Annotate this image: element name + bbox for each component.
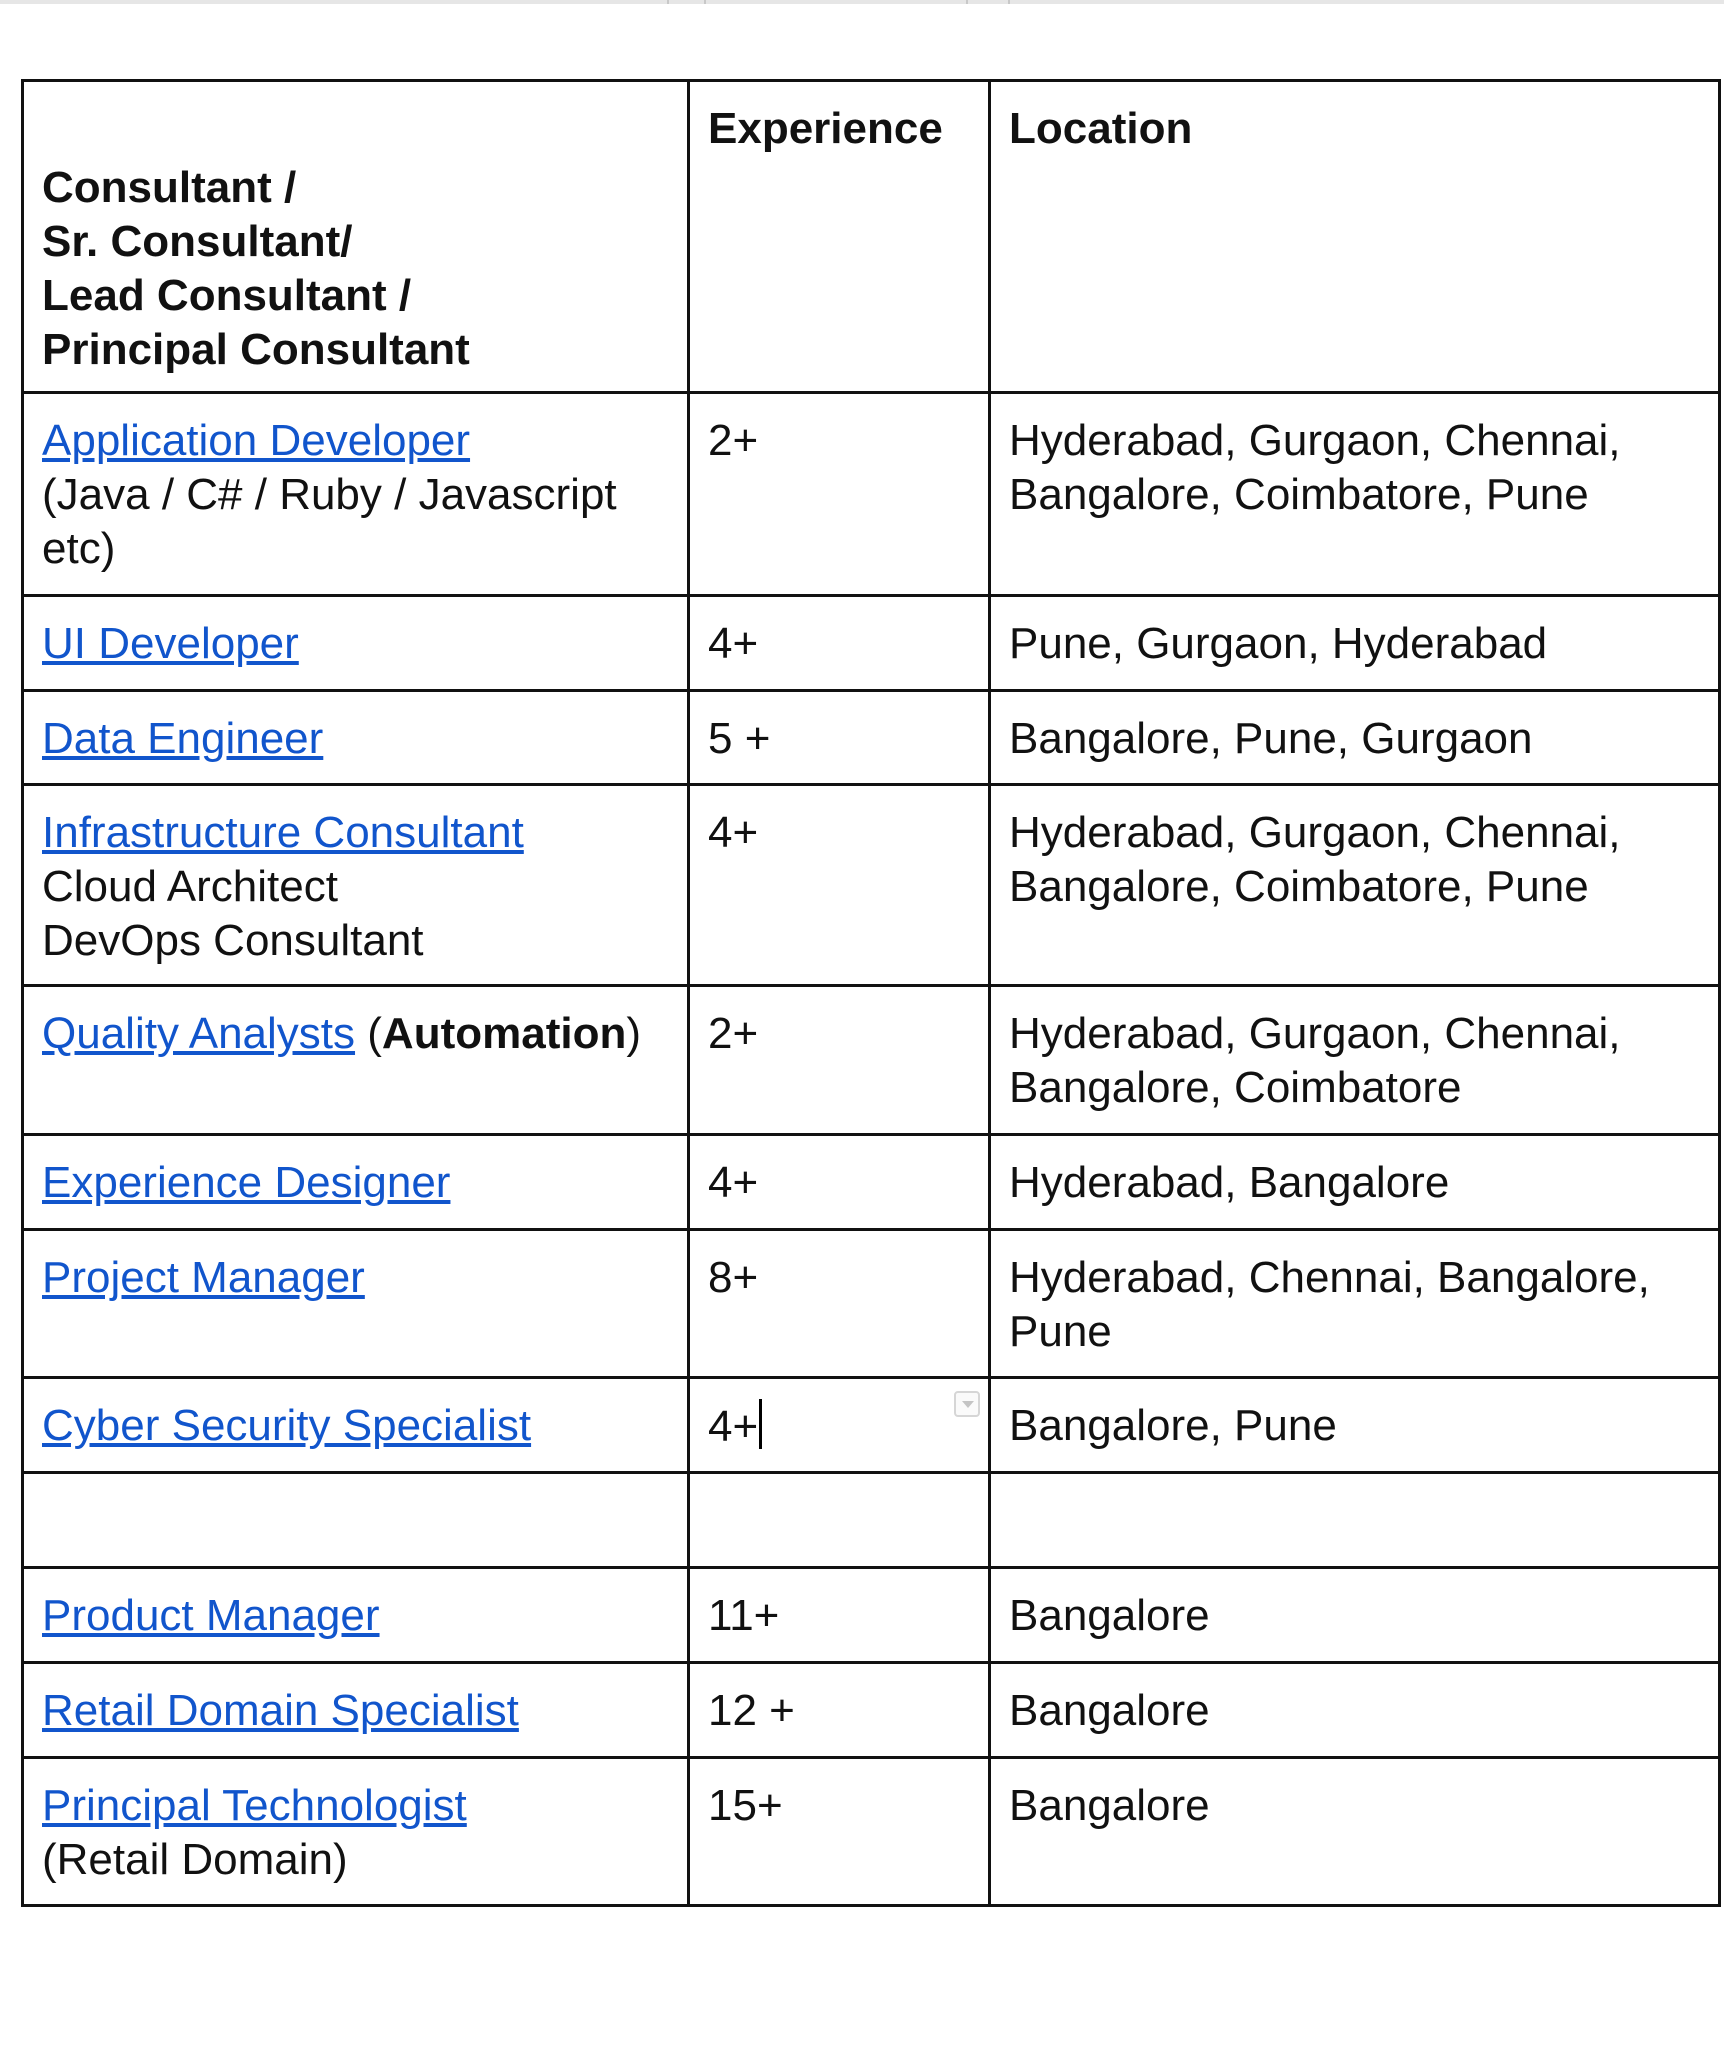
role-cell[interactable]: [23, 1663, 689, 1758]
role-link-ui-developer[interactable]: UI Developer: [42, 619, 299, 668]
location-cell[interactable]: [990, 1758, 1720, 1906]
role-cell[interactable]: [23, 596, 689, 691]
experience-value: 12 +: [708, 1686, 795, 1735]
role-cell[interactable]: [23, 691, 689, 785]
experience-cell[interactable]: [689, 691, 990, 785]
role-link-principal-technologist[interactable]: Principal Technologist: [42, 1781, 467, 1830]
location-cell[interactable]: [990, 1378, 1720, 1473]
location-value: Hyderabad, Gurgaon, Chennai, Bangalore, Coimbatore, Pune: [1009, 416, 1621, 519]
location-cell[interactable]: [990, 1568, 1720, 1663]
table-row: [23, 1663, 1720, 1758]
strip-tick: [966, 0, 968, 4]
table-row: [23, 986, 1720, 1135]
top-border-strip: [0, 0, 1724, 4]
header-role-cell[interactable]: [23, 81, 689, 393]
role-paren-open: (: [355, 1009, 382, 1058]
role-link-experience-designer[interactable]: Experience Designer: [42, 1158, 451, 1207]
experience-value: 4+: [708, 1158, 759, 1207]
experience-value: 15+: [708, 1781, 783, 1830]
table-row: [23, 1758, 1720, 1906]
location-value: Hyderabad, Gurgaon, Chennai, Bangalore, Coimbatore, Pune: [1009, 808, 1621, 911]
location-cell[interactable]: [990, 596, 1720, 691]
location-cell[interactable]: [990, 1663, 1720, 1758]
location-cell[interactable]: [990, 986, 1720, 1135]
role-qualifier: Automation: [381, 1009, 627, 1058]
job-openings-table: [21, 79, 1721, 1907]
text-cursor: [759, 1399, 762, 1449]
location-value: Hyderabad, Chennai, Bangalore, Pune: [1009, 1253, 1650, 1356]
experience-value: 8+: [708, 1253, 759, 1302]
role-detail: Cloud Architect: [42, 862, 338, 911]
location-cell[interactable]: [990, 785, 1720, 986]
location-cell[interactable]: [990, 691, 1720, 785]
experience-value: 2+: [708, 416, 759, 465]
header-experience-label: Experience: [708, 104, 943, 153]
location-value: Hyderabad, Gurgaon, Chennai, Bangalore, Coimbatore: [1009, 1009, 1621, 1112]
experience-value: 2+: [708, 1009, 759, 1058]
role-link-retail-domain-specialist[interactable]: Retail Domain Specialist: [42, 1686, 519, 1735]
role-cell[interactable]: [23, 393, 689, 596]
experience-cell[interactable]: [689, 785, 990, 986]
header-role-line: Lead Consultant /: [42, 271, 412, 320]
role-detail: DevOps Consultant: [42, 916, 424, 965]
experience-cell[interactable]: [689, 596, 990, 691]
header-location-label: Location: [1009, 104, 1193, 153]
role-link-application-developer[interactable]: Application Developer: [42, 416, 471, 465]
experience-value: 4+: [708, 1402, 759, 1451]
role-link-product-manager[interactable]: Product Manager: [42, 1591, 380, 1640]
role-detail: (Java / C# / Ruby / Javascript etc): [42, 470, 617, 573]
experience-cell[interactable]: [689, 1230, 990, 1378]
experience-cell[interactable]: [689, 1568, 990, 1663]
location-cell[interactable]: [990, 393, 1720, 596]
location-value: Pune, Gurgaon, Hyderabad: [1009, 619, 1548, 668]
location-cell[interactable]: [990, 1230, 1720, 1378]
table-row: [23, 1568, 1720, 1663]
role-link-project-manager[interactable]: Project Manager: [42, 1253, 365, 1302]
location-cell[interactable]: [990, 1135, 1720, 1230]
header-row: [23, 81, 1720, 393]
table-row: [23, 691, 1720, 785]
role-detail: (Retail Domain): [42, 1835, 348, 1884]
location-value: Bangalore: [1009, 1686, 1210, 1735]
role-cell[interactable]: [23, 1473, 689, 1568]
location-value: Bangalore: [1009, 1591, 1210, 1640]
experience-cell-active[interactable]: [689, 1378, 990, 1473]
experience-cell[interactable]: [689, 393, 990, 596]
role-cell[interactable]: [23, 1568, 689, 1663]
header-role-line: Consultant /: [42, 163, 297, 212]
role-cell[interactable]: [23, 785, 689, 986]
location-value: Bangalore, Pune, Gurgaon: [1009, 714, 1533, 763]
table-row: [23, 785, 1720, 986]
strip-tick: [667, 0, 669, 4]
header-location-cell[interactable]: [990, 81, 1720, 393]
location-cell[interactable]: [990, 1473, 1720, 1568]
role-paren-close: ): [626, 1009, 641, 1058]
experience-value: 5 +: [708, 714, 771, 763]
role-cell[interactable]: [23, 1758, 689, 1906]
experience-cell[interactable]: [689, 1758, 990, 1906]
experience-value: 4+: [708, 619, 759, 668]
experience-value: 4+: [708, 808, 759, 857]
experience-cell[interactable]: [689, 1473, 990, 1568]
header-experience-cell[interactable]: [689, 81, 990, 393]
role-cell[interactable]: [23, 986, 689, 1135]
table-row: [23, 1230, 1720, 1378]
role-link-infrastructure-consultant[interactable]: Infrastructure Consultant: [42, 808, 524, 857]
header-role-line: Principal Consultant: [42, 325, 470, 374]
experience-cell[interactable]: [689, 1663, 990, 1758]
cell-dropdown-icon[interactable]: [954, 1391, 980, 1417]
table-row: [23, 596, 1720, 691]
table-row: [23, 1135, 1720, 1230]
table-row: [23, 393, 1720, 596]
experience-value: 11+: [708, 1591, 780, 1640]
strip-tick: [704, 0, 706, 4]
experience-cell[interactable]: [689, 1135, 990, 1230]
strip-tick: [1008, 0, 1010, 4]
role-link-quality-analysts[interactable]: Quality Analysts: [42, 1009, 356, 1058]
role-link-data-engineer[interactable]: Data Engineer: [42, 714, 324, 763]
table-row: [23, 1378, 1720, 1473]
role-cell[interactable]: [23, 1135, 689, 1230]
location-value: Hyderabad, Bangalore: [1009, 1158, 1450, 1207]
role-cell[interactable]: [23, 1230, 689, 1378]
empty-row: [23, 1473, 1720, 1568]
location-value: Bangalore, Pune: [1009, 1401, 1337, 1450]
location-value: Bangalore: [1009, 1781, 1210, 1830]
role-link-cyber-security-specialist[interactable]: Cyber Security Specialist: [42, 1401, 532, 1450]
experience-cell[interactable]: [689, 986, 990, 1135]
role-cell[interactable]: [23, 1378, 689, 1473]
header-role-line: Sr. Consultant/: [42, 217, 353, 266]
